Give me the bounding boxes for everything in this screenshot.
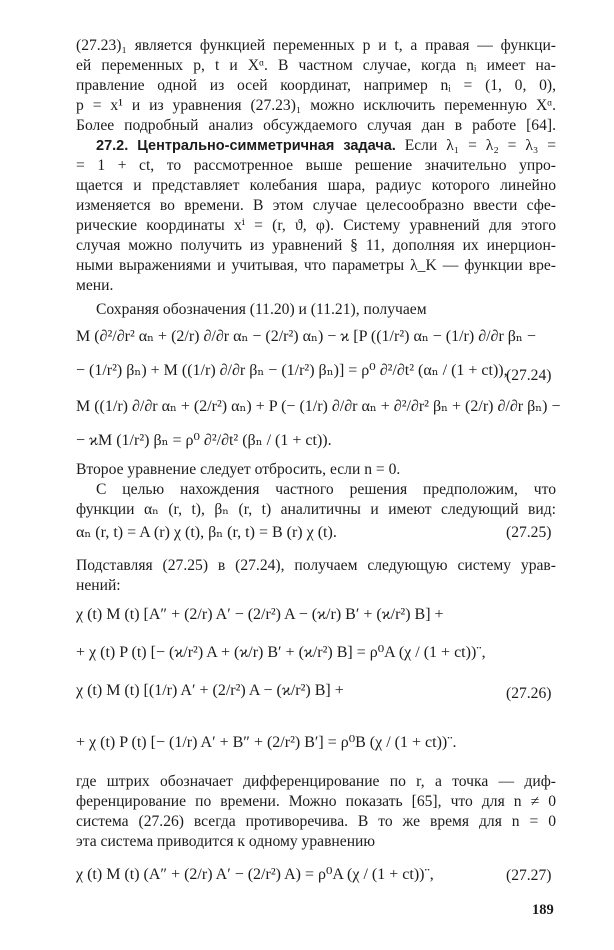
equation-line: M ((1/r) ∂/∂r αₙ + (2/r²) αₙ) + P (− (1/r) ∂/∂r αₙ + ∂²/∂r² βₙ + (2/r) ∂/∂r βₙ) − — [76, 398, 561, 415]
equation-line: χ (t) M (t) [A″ + (2/r) A′ − (2/r²) A − (ϰ/r) B′ + (ϰ/r²) B] + — [76, 606, 444, 623]
equation-line: − ϰM (1/r²) βₙ = ρ⁰ ∂²/∂t² (βₙ / (1 + ct)). — [76, 432, 332, 449]
equation-number: (27.24) — [506, 367, 552, 384]
equation-number: (27.25) — [506, 524, 552, 541]
text-line: = 1 + ct, то рассмотренное выше решение значительно упро- — [76, 157, 556, 174]
text-line: изменяется во времени. В этом случае целесообразно ввести сфе- — [76, 197, 556, 214]
text-line: нений: — [76, 577, 121, 594]
equation-number: (27.26) — [506, 685, 552, 702]
equation-number: (27.27) — [506, 867, 552, 884]
text-line: щается и представляет колебания шара, радиус которого линейно — [76, 177, 556, 194]
text-line: правление одной из осей координат, например nᵢ = (1, 0, 0), — [76, 77, 556, 94]
equation-line: αₙ (r, t) = A (r) χ (t), βₙ (r, t) = B (r) χ (t). — [76, 524, 337, 541]
text-line: система (27.26) всегда противоречива. В то же время для n = 0 — [76, 813, 556, 830]
text-line: Подставляя (27.25) в (27.24), получаем следующую систему урав- — [76, 557, 556, 574]
text-line: (27.23)₁ является функцией переменных p и t, а правая — функци- — [76, 37, 556, 54]
text-line: ференцирование по времени. Можно показать [65], что для n ≠ 0 — [76, 793, 556, 810]
section-first-line — [96, 136, 556, 156]
text-line: эта система приводится к одному уравнению — [76, 833, 376, 850]
equation-line: − (1/r²) βₙ) + M ((1/r) ∂/∂r βₙ − (1/r²) βₙ)] = ρ⁰ ∂²/∂t² (αₙ / (1 + ct)), — [76, 362, 508, 379]
text-line: случая можно получить из уравнений § 11, дополняя их инерцион- — [76, 237, 556, 254]
equation-line: χ (t) M (t) [(1/r) A′ + (2/r²) A − (ϰ/r²) B] + — [76, 682, 344, 699]
text-line: рические координаты xⁱ = (r, ϑ, φ). Систему уравнений для этого — [76, 217, 556, 234]
text-line: ными выражениями и учитывая, что параметры λ_K — функции вре- — [76, 257, 556, 274]
text-line: Сохраняя обозначения (11.20) и (11.21), получаем — [96, 301, 427, 318]
page-number: 189 — [532, 902, 554, 918]
equation-line: + χ (t) P (t) [− (1/r) A′ + B″ + (2/r²) B′] = ρ⁰B (χ / (1 + ct))¨. — [76, 734, 457, 751]
text-line: Более подробный анализ обсуждаемого случая дан в работе [64]. — [76, 117, 556, 134]
equation-line: + χ (t) P (t) [− (ϰ/r²) A + (ϰ/r) B′ + (ϰ/r²) B] = ρ⁰A (χ / (1 + ct))¨, — [76, 644, 486, 661]
text-line: где штрих обозначает дифференцирование по r, а точка — диф- — [76, 773, 556, 790]
section-heading: 27.2. Центрально-симметричная задача. — [96, 138, 396, 154]
text-line: С целью нахождения частного решения предположим, что — [96, 481, 556, 498]
text-line: p = x¹ и из уравнения (27.23)₁ можно исключить переменную Xᵅ. — [76, 97, 556, 114]
text-line: функции αₙ (r, t), βₙ (r, t) аналитичны и имеют следующий вид: — [76, 501, 556, 518]
section-first-line-rest: Если λ₁ = λ₂ = λ₃ = — [404, 137, 556, 154]
equation-line: M (∂²/∂r² αₙ + (2/r) ∂/∂r αₙ − (2/r²) αₙ) − ϰ [P ((1/r²) αₙ − (1/r) ∂/∂r βₙ − — [76, 328, 536, 345]
equation-line: χ (t) M (t) (A″ + (2/r) A′ − (2/r²) A) = ρ⁰A (χ / (1 + ct))¨, — [76, 866, 434, 883]
text-line: ей переменных p, t и Xᵅ. В частном случае, когда nᵢ имеет на- — [76, 57, 556, 74]
text-line: Второе уравнение следует отбросить, если n = 0. — [76, 461, 401, 478]
text-line: мени. — [76, 277, 114, 294]
